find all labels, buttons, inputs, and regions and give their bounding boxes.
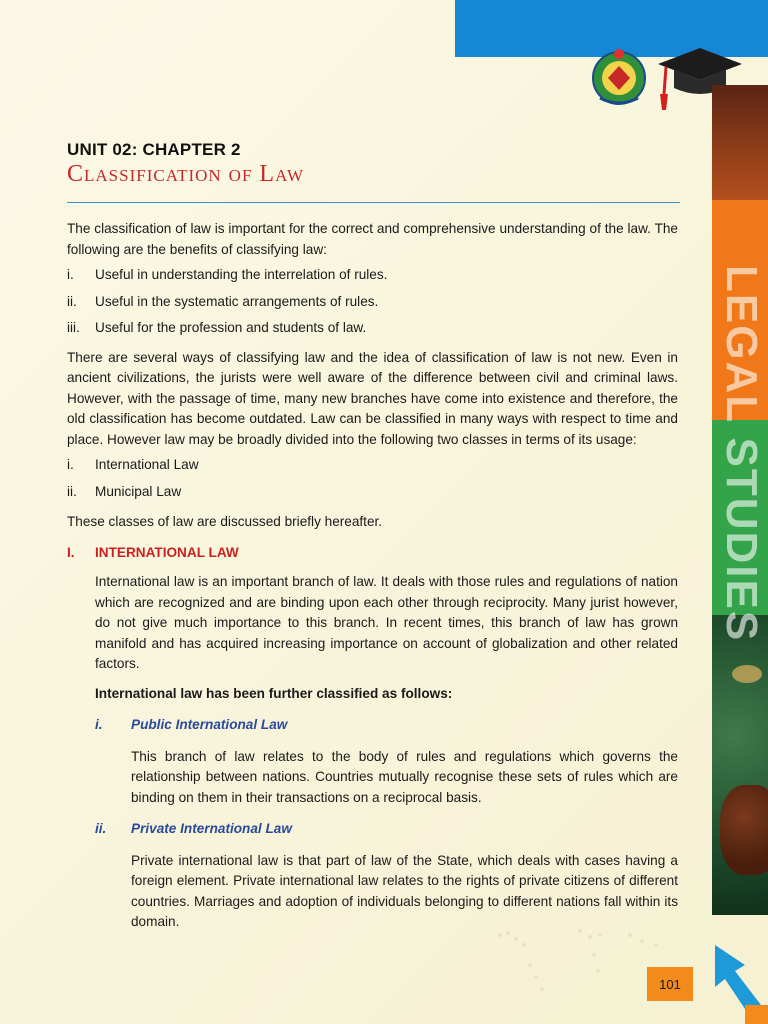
intro-paragraph: The classification of law is important for the correct and comprehensive understanding of the law. The following are the benefits of classifying law: (67, 221, 678, 257)
side-label: LEGAL STUDIES (717, 265, 766, 643)
list-item: iii. Useful for the profession and students of law. (67, 320, 367, 335)
public-international-law-paragraph: This branch of law relates to the body of rules and regulations which governs the relationship between nations. Countries mutually recognise these sets of rules which are binding on them in their transactions on a reciprocal basis. (131, 748, 678, 805)
benefits-list (67, 265, 678, 339)
title-divider (67, 202, 680, 203)
classes-list (67, 455, 678, 502)
scale-image (732, 665, 762, 683)
list-item: ii. Useful in the systematic arrangements of rules. (67, 293, 379, 309)
list-item: i. International Law (67, 457, 199, 472)
gavel-image (720, 785, 768, 875)
arrow-decoration (705, 945, 768, 1024)
international-law-paragraph: International law is an important branch of law. It deals with those rules and regulations of nation which are recognized and are binding upon each other through reciprocity. Many jurist however, do not give much importance to this branch. In recent times, this branch of law has grown manifold and has acquired increasing importance on account of globalization and other related factors. (95, 574, 678, 671)
list-item: i. Useful in understanding the interrelation of rules. (67, 267, 388, 282)
classification-intro: International law has been further classified as follows: (95, 685, 453, 701)
main-content (67, 219, 678, 933)
classification-paragraph: There are several ways of classifying law and the idea of classification of law is not new. Even in ancient civilizations, the jurists were well aware of the difference between civil and criminal laws. However, with the passage of time, many new branches have come into existence and therefore, the old classification has become outdated. Law can be classified in many ways with respect to time and place. However law may be broadly divided into the following two classes in terms of its usage: (67, 349, 678, 447)
emblem-logo (586, 44, 652, 110)
brief-paragraph: These classes of law are discussed briefly hereafter. (67, 514, 383, 529)
list-item: ii. Municipal Law (67, 483, 182, 499)
subheading-private-international-law: ii. Private International Law (95, 821, 292, 836)
unit-chapter-label: UNIT 02: CHAPTER 2 (67, 140, 241, 159)
section-heading-international-law: I. INTERNATIONAL LAW (67, 544, 239, 560)
page-title: Classification of Law (67, 161, 305, 187)
page-number: 101 (647, 967, 693, 1001)
private-international-law-paragraph: Private international law is that part of law of the State, which deals with cases having a foreign element. Private international law relates to the rights of private citizens of different countries. Marriages and adoption of individuals belonging to different nations fall within its domain. (131, 852, 678, 929)
subheading-public-international-law: i. Public International Law (95, 717, 288, 732)
